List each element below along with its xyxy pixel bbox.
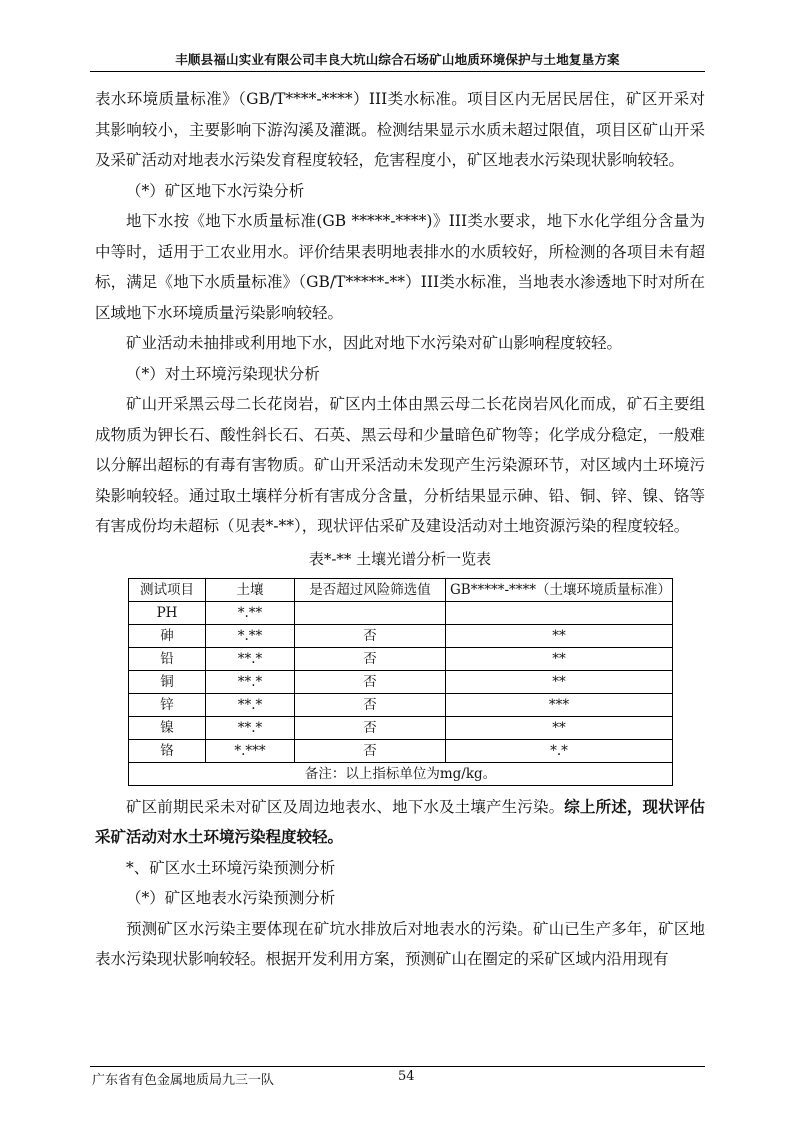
table-cell: **.* (206, 716, 295, 739)
heading-soil-pollution-analysis: （*）对土环境污染现状分析 (126, 364, 320, 383)
table-cell: *** (446, 693, 673, 716)
table-cell: ** (446, 670, 673, 693)
table-note-row (129, 762, 673, 785)
table-cell (295, 601, 446, 624)
table-cell: ** (446, 624, 673, 647)
conclusion-bold-text: 综上所述，现状评估采矿活动对水土环境污染程度较轻。 (95, 796, 705, 846)
heading-surface-water-prediction: （*）矿区地表水污染预测分析 (126, 889, 336, 907)
table-cell: *.*** (206, 739, 295, 762)
table-row (129, 670, 673, 693)
table-row (129, 647, 673, 670)
table-cell: 砷 (129, 624, 206, 647)
table-cell: ** (446, 716, 673, 739)
table-cell: PH (129, 601, 206, 624)
paragraph-soil-pollution: 矿山开采黑云母二长花岗岩，矿区内土体由黑云母二长花岗岩风化而成，矿石主要组成物质为钾长石、酸性斜长石、石英、黑云母和少量暗色矿物等；化学成分稳定，一般难以分解出超标的有毒有害物质。矿山开采活动未发现产生污染源环节，对区域内土环境污染影响较轻。通过取土壤样分析有害成分含量，分析结果显示砷、铅、铜、锌、镍、铬等有害成份均未超标（见表*-**），现状评估采矿及建设活动对土地资源污染的程度较轻。 (95, 395, 705, 535)
page-number: 54 (398, 1069, 415, 1084)
heading-groundwater-analysis: （*）矿区地下水污染分析 (126, 181, 305, 200)
table-cell: 否 (295, 716, 446, 739)
table-row (129, 739, 673, 762)
conclusion-text: 矿区前期民采未对矿区及周边地表水、地下水及土壤产生污染。 (126, 797, 565, 816)
table-row (129, 601, 673, 624)
table-cell: 否 (295, 739, 446, 762)
soil-spectrum-table (128, 578, 673, 786)
paragraph-surface-water-prediction: 预测矿区水污染主要体现在矿坑水排放后对地表水的污染。矿山已生产多年，矿区地表水污染现状影响较轻。根据开发利用方案，预测矿山在圈定的采矿区域内沿用现有 (95, 919, 705, 968)
table-row (129, 693, 673, 716)
table-cell: 否 (295, 624, 446, 647)
table-cell: 否 (295, 647, 446, 670)
table-cell: *.* (446, 739, 673, 762)
page-header-title: 丰顺县福山实业有限公司丰良大坑山综合石场矿山地质环境保护与土地复垦方案 (175, 52, 620, 67)
table-row (129, 716, 673, 739)
table-cell: 锌 (129, 693, 206, 716)
table-cell: **.* (206, 670, 295, 693)
footer-rule (90, 1066, 705, 1067)
table-header-cell: 测试项目 (129, 578, 206, 601)
header-rule (90, 71, 705, 72)
table-row (129, 624, 673, 647)
table-header-cell: 土壤 (206, 578, 295, 601)
table-cell (446, 601, 673, 624)
table-header-cell: 是否超过风险筛选值 (295, 578, 446, 601)
paragraph-surface-water-status: 表水环境质量标准》（GB/T****-****）III类水标准。项目区内无居民居住，矿区开采对其影响较小，主要影响下游沟溪及灌溉。检测结果显示水质未超过限值，项目区矿山开采及采矿活动对地表水污染发育程度较轻，危害程度小，矿区地表水污染现状影响较轻。 (95, 90, 705, 169)
table-cell: ** (446, 647, 673, 670)
paragraph-conclusion (95, 792, 705, 853)
paragraph-groundwater-mining: 矿业活动未抽排或利用地下水，因此对地下水污染对矿山影响程度较轻。 (126, 334, 623, 352)
table-cell: **.* (206, 647, 295, 670)
table-cell: 否 (295, 670, 446, 693)
table-note: 备注：以上指标单位为mg/kg。 (129, 762, 673, 785)
table-cell: 铜 (129, 670, 206, 693)
table-cell: 铅 (129, 647, 206, 670)
table-cell: 镍 (129, 716, 206, 739)
footer-organization: 广东省有色金属地质局九三一队 (92, 1073, 275, 1088)
table-header-cell: GB*****-****（土壤环境质量标准） (446, 578, 673, 601)
table-cell: 铬 (129, 739, 206, 762)
table-cell: 否 (295, 693, 446, 716)
table-cell: *.** (206, 601, 295, 624)
page-body (95, 84, 705, 975)
paragraph-groundwater-standard: 地下水按《地下水质量标准(GB *****-****)》III类水要求，地下水化学组分含量为中等时，适用于工农业用水。评价结果表明地表排水的水质较好，所检测的各项目未有超标，满足《地下水质量标准》（GB/T*****-**）III类水标准，当地表水渗透地下时对所在区域地下水环境质量污染影响较轻。 (95, 212, 705, 322)
table-cell: *.** (206, 624, 295, 647)
table-cell: **.* (206, 693, 295, 716)
heading-prediction-analysis: *、矿区水土环境污染预测分析 (126, 858, 336, 877)
table-header-row (129, 578, 673, 601)
table-caption: 表*-** 土壤光谱分析一览表 (308, 549, 492, 568)
